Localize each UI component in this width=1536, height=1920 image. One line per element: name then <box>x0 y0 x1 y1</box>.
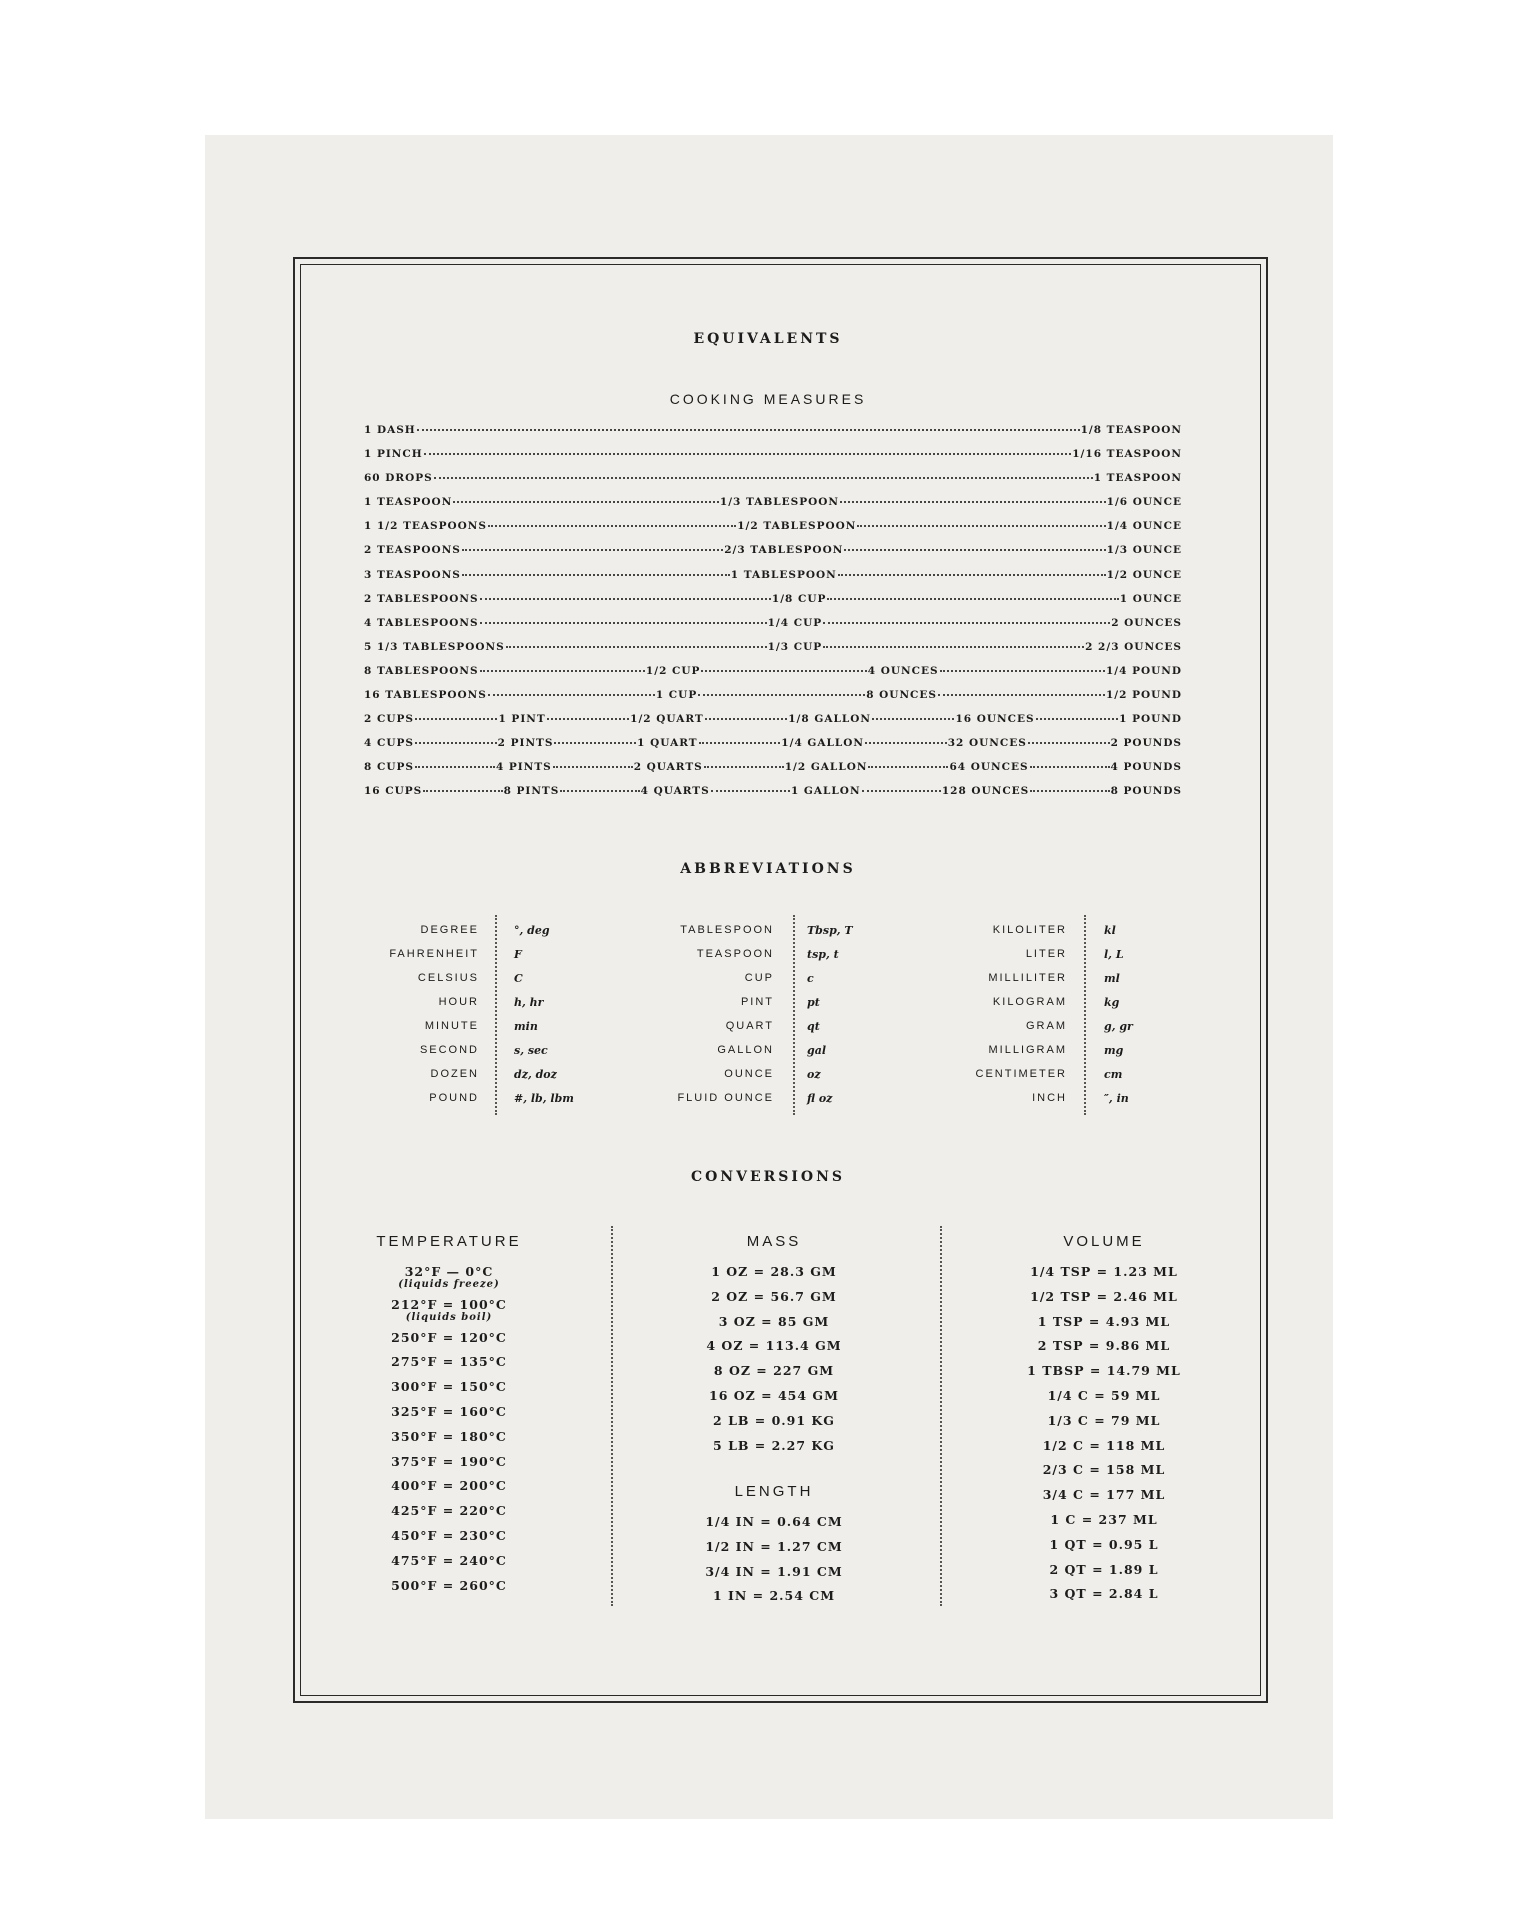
volume-list <box>954 1260 1254 1607</box>
abbreviation-value: °, deg <box>514 923 550 937</box>
dot-leader <box>1028 742 1110 744</box>
conversion-row: 1 C = 237 ML <box>1050 1511 1158 1527</box>
dot-leader <box>704 766 784 768</box>
abbreviation-term: KILOGRAM <box>992 996 1067 1008</box>
dot-leader <box>554 742 636 744</box>
conversion-row: 1/2 TSP = 2.46 ML <box>1030 1288 1178 1304</box>
dot-leader <box>506 646 767 648</box>
measure-value: 60 DROPS <box>364 472 433 485</box>
abbreviation-row <box>574 918 853 942</box>
measure-value: 1/4 OUNCE <box>1106 520 1183 533</box>
conversion-row: 1/2 C = 118 ML <box>1042 1437 1166 1453</box>
measure-row <box>364 617 1182 641</box>
temperature-list <box>299 1260 599 1598</box>
measure-value: 1/3 CUP <box>767 640 823 653</box>
measure-value: 5 1/3 TABLESPOONS <box>364 640 505 653</box>
conversion-row: 2 TSP = 9.86 ML <box>1037 1338 1171 1354</box>
dotted-separator <box>1084 915 1086 1115</box>
measure-row <box>364 448 1182 472</box>
measure-value: 16 OUNCES <box>955 713 1035 726</box>
measure-row <box>364 689 1182 713</box>
abbreviation-term: MILLILITER <box>988 972 1067 984</box>
dot-leader <box>711 790 790 792</box>
abbreviation-value: ″, in <box>1104 1091 1129 1105</box>
abbreviation-value: fl oz <box>807 1091 833 1105</box>
measure-row <box>364 593 1182 617</box>
dot-leader <box>415 718 498 720</box>
abbreviation-row <box>867 1038 1133 1062</box>
abbreviation-row <box>867 1014 1133 1038</box>
measure-value: 1/2 GALLON <box>784 761 868 774</box>
measure-value: 8 PINTS <box>503 785 560 798</box>
measure-value: 2 TEASPOONS <box>364 544 461 557</box>
measure-row <box>364 641 1182 665</box>
abbreviations-heading: ABBREVIATIONS <box>680 861 856 877</box>
abbreviation-row <box>867 1062 1133 1086</box>
mass-heading: MASS <box>746 1233 802 1250</box>
measure-value: 1/8 CUP <box>771 592 827 605</box>
abbreviation-term: FLUID OUNCE <box>677 1092 774 1104</box>
conversion-row: 475°F = 240°C <box>391 1552 507 1568</box>
abbreviation-value: kl <box>1104 923 1116 937</box>
measure-row <box>364 569 1182 593</box>
measure-value: 2/3 TABLESPOON <box>724 544 844 557</box>
measure-value: 1/8 TEASPOON <box>1080 424 1182 436</box>
conversion-row: 1/4 C = 59 ML <box>1047 1387 1161 1403</box>
dot-leader <box>940 670 1105 672</box>
conversion-row: 1/4 IN = 0.64 CM <box>705 1514 843 1529</box>
abbreviation-row <box>867 966 1133 990</box>
dot-leader <box>840 501 1106 503</box>
measure-value: 4 TABLESPOONS <box>364 616 479 629</box>
measure-value: 1/3 OUNCE <box>1106 544 1183 557</box>
measure-value: 1/4 CUP <box>767 616 823 629</box>
conversion-row: 1 QT = 0.95 L <box>1049 1536 1159 1552</box>
measure-value: 1/2 TABLESPOON <box>737 520 857 533</box>
measure-value: 4 POUNDS <box>1110 761 1182 774</box>
cooking-measures-heading: COOKING MEASURES <box>669 391 867 407</box>
abbreviation-row <box>574 1014 853 1038</box>
conversion-row: 32°F — 0°C <box>404 1264 494 1279</box>
dot-leader <box>938 694 1105 696</box>
abbreviation-term: OUNCE <box>724 1068 774 1080</box>
abbreviation-value: oz <box>807 1067 821 1081</box>
dot-leader <box>434 477 1093 479</box>
conversion-row: 1 OZ = 28.3 GM <box>711 1264 837 1279</box>
dot-leader <box>1030 766 1110 768</box>
abbreviation-term: GALLON <box>717 1044 774 1056</box>
abbreviation-value: g, gr <box>1104 1019 1133 1033</box>
dot-leader <box>857 525 1105 527</box>
measure-value: 8 POUNDS <box>1110 785 1183 798</box>
dot-leader <box>547 718 630 720</box>
column-divider <box>611 1226 613 1606</box>
abbreviation-row <box>574 966 853 990</box>
measure-value: 1/8 GALLON <box>788 713 871 726</box>
dot-leader <box>424 453 1072 455</box>
abbreviation-term: SECOND <box>419 1044 479 1056</box>
conversion-row: 3 OZ = 85 GM <box>718 1313 830 1329</box>
length-list <box>624 1510 924 1609</box>
abbreviation-term: MINUTE <box>424 1020 479 1032</box>
measure-value: 1 POUND <box>1119 713 1182 726</box>
measure-value: 1 GALLON <box>790 785 861 798</box>
abbreviation-value: c <box>807 971 814 985</box>
abbreviation-row <box>299 918 574 942</box>
abbreviation-row <box>299 942 574 966</box>
measure-value: 2 2/3 OUNCES <box>1085 640 1183 653</box>
dot-leader <box>698 694 865 696</box>
abbreviation-value: pt <box>807 995 820 1009</box>
dot-leader <box>488 694 655 696</box>
column-divider <box>940 1226 942 1606</box>
conversion-row: 2 OZ = 56.7 GM <box>711 1288 837 1304</box>
abbreviation-value: #, lb, lbm <box>514 1091 574 1105</box>
abbreviation-value: cm <box>1104 1067 1123 1081</box>
abbreviation-value: tsp, t <box>807 947 839 961</box>
abbreviation-term: PINT <box>740 996 774 1008</box>
measure-value: 16 CUPS <box>364 785 423 798</box>
abbreviation-term: INCH <box>1032 1092 1067 1104</box>
dot-leader <box>705 718 788 720</box>
abbreviation-row <box>299 1062 574 1086</box>
measure-value: 1/2 POUND <box>1105 689 1182 702</box>
conversion-row: 4 OZ = 113.4 GM <box>706 1338 842 1354</box>
conversion-row: 500°F = 260°C <box>391 1577 507 1593</box>
abbreviation-row <box>867 1086 1133 1110</box>
measure-value: 8 TABLESPOONS <box>364 664 479 677</box>
conversion-row: 1 TBSP = 14.79 ML <box>1027 1363 1181 1379</box>
dot-leader <box>827 598 1118 600</box>
temperature-heading: TEMPERATURE <box>376 1233 522 1250</box>
dot-leader <box>423 790 502 792</box>
dot-leader <box>560 790 639 792</box>
measure-value: 128 OUNCES <box>941 785 1030 798</box>
measure-value: 1 OUNCE <box>1119 592 1182 605</box>
conversion-row: 350°F = 180°C <box>391 1428 507 1444</box>
conversion-row: 450°F = 230°C <box>391 1527 507 1543</box>
dot-leader <box>462 574 730 576</box>
abbreviation-term: HOUR <box>438 996 479 1008</box>
length-heading: LENGTH <box>734 1483 814 1500</box>
measure-value: 64 OUNCES <box>949 761 1029 774</box>
conversion-row: 1 TSP = 4.93 ML <box>1037 1313 1171 1329</box>
mass-list <box>624 1260 924 1458</box>
measure-value: 4 CUPS <box>364 737 414 750</box>
dot-leader <box>823 646 1084 648</box>
measure-row <box>364 520 1182 544</box>
abbreviation-row <box>867 990 1133 1014</box>
measure-value: 1/16 TEASPOON <box>1072 448 1182 461</box>
abbreviation-row <box>574 1086 853 1110</box>
dot-leader <box>1030 790 1109 792</box>
conversion-note: (liquids freeze) <box>398 1278 500 1290</box>
measure-value: 1/3 TABLESPOON <box>719 496 840 509</box>
measure-value: 2 TABLESPOONS <box>364 592 479 605</box>
cooking-measures-table <box>364 424 1182 810</box>
measure-row <box>364 785 1182 809</box>
abbreviation-value: min <box>514 1019 538 1033</box>
abbreviation-term: MILLIGRAM <box>988 1044 1067 1056</box>
measure-value: 2 QUARTS <box>633 761 703 774</box>
dot-leader <box>701 670 866 672</box>
conversion-row: 1/3 C = 79 ML <box>1047 1412 1161 1428</box>
dot-leader <box>865 742 947 744</box>
conversion-row: 2/3 C = 158 ML <box>1042 1462 1166 1478</box>
abbreviation-row <box>867 942 1133 966</box>
abbreviation-term: TABLESPOON <box>680 924 774 936</box>
abbreviation-term: CUP <box>744 972 774 984</box>
measure-row <box>364 761 1182 785</box>
abbreviation-value: Tbsp, T <box>807 923 853 937</box>
measure-value: 1/2 QUART <box>630 713 704 726</box>
abbreviation-row <box>574 1038 853 1062</box>
abbreviation-row <box>299 1038 574 1062</box>
abbreviation-value: mg <box>1104 1043 1124 1057</box>
dot-leader <box>823 622 1110 624</box>
measure-value: 1 TEASPOON <box>1093 472 1182 485</box>
abbreviation-term: CENTIMETER <box>975 1068 1067 1080</box>
abbreviation-row <box>299 1086 574 1110</box>
abbreviation-row <box>299 990 574 1014</box>
abbreviation-column <box>867 918 1133 1110</box>
abbreviation-term: POUND <box>429 1092 479 1104</box>
measure-value: 1/6 OUNCE <box>1106 496 1183 509</box>
measure-row <box>364 713 1182 737</box>
abbreviation-term: TEASPOON <box>696 948 774 960</box>
conversion-row: 250°F = 120°C <box>391 1329 507 1345</box>
measure-value: 4 OUNCES <box>867 664 939 677</box>
abbreviation-column <box>299 918 574 1110</box>
dot-leader <box>862 790 941 792</box>
dot-leader <box>480 670 645 672</box>
dot-leader <box>553 766 633 768</box>
measure-value: 8 CUPS <box>364 761 414 774</box>
page-title: EQUIVALENTS <box>693 331 843 347</box>
abbreviation-term: DEGREE <box>420 924 479 936</box>
measure-row <box>364 424 1182 448</box>
measure-value: 1 TABLESPOON <box>730 568 837 581</box>
dot-leader <box>872 718 955 720</box>
abbreviation-value: qt <box>807 1019 820 1033</box>
dot-leader <box>415 766 495 768</box>
conversion-row: 3/4 C = 177 ML <box>1042 1487 1166 1503</box>
abbreviation-term: QUART <box>725 1020 774 1032</box>
dot-leader <box>1036 718 1119 720</box>
dot-leader <box>480 598 771 600</box>
dot-leader <box>480 622 767 624</box>
conversion-row: 8 OZ = 227 GM <box>713 1363 835 1379</box>
conversion-row: 3 QT = 2.84 L <box>1049 1586 1159 1602</box>
dotted-separator <box>793 915 795 1115</box>
conversion-row: 325°F = 160°C <box>391 1403 507 1419</box>
measure-value: 2 CUPS <box>364 713 414 726</box>
dot-leader <box>415 742 497 744</box>
conversion-row: 300°F = 150°C <box>391 1379 507 1395</box>
measure-value: 1 TEASPOON <box>364 496 453 509</box>
measure-value: 1 DASH <box>364 424 416 436</box>
abbreviation-row <box>867 918 1133 942</box>
conversion-row: 425°F = 220°C <box>391 1503 507 1519</box>
measure-value: 1/4 POUND <box>1105 664 1182 677</box>
abbreviation-value: F <box>514 947 522 961</box>
measure-row <box>364 665 1182 689</box>
conversion-row: 3/4 IN = 1.91 CM <box>705 1563 843 1579</box>
conversion-row: 16 OZ = 454 GM <box>709 1387 839 1403</box>
volume-heading: VOLUME <box>1063 1233 1145 1250</box>
abbreviation-value: C <box>514 971 523 985</box>
measure-value: 4 PINTS <box>495 761 552 774</box>
conversion-row: 5 LB = 2.27 KG <box>713 1437 835 1453</box>
abbreviation-term: CELSIUS <box>417 972 479 984</box>
measure-value: 1 QUART <box>637 737 698 750</box>
conversions-heading: CONVERSIONS <box>690 1169 846 1185</box>
dot-leader <box>838 574 1106 576</box>
measure-value: 3 TEASPOONS <box>364 568 461 581</box>
abbreviation-value: kg <box>1104 995 1120 1009</box>
measure-value: 16 TABLESPOONS <box>364 689 487 702</box>
conversion-row: 400°F = 200°C <box>391 1478 507 1494</box>
conversion-row: 212°F = 100°C <box>391 1296 507 1312</box>
abbreviation-value: dz, doz <box>514 1067 557 1081</box>
dot-leader <box>488 525 736 527</box>
abbreviation-value: l, L <box>1104 947 1124 961</box>
measure-value: 4 QUARTS <box>640 785 710 798</box>
measure-value: 1/2 OUNCE <box>1106 568 1182 581</box>
abbreviation-value: gal <box>807 1043 826 1057</box>
measure-row <box>364 496 1182 520</box>
abbreviation-term: FAHRENHEIT <box>389 948 479 960</box>
measure-value: 2 POUNDS <box>1110 737 1183 750</box>
conversion-row: 375°F = 190°C <box>391 1453 507 1469</box>
dot-leader <box>453 501 719 503</box>
conversion-row: 275°F = 135°C <box>391 1354 507 1370</box>
abbreviation-row <box>299 1014 574 1038</box>
dot-leader <box>699 742 781 744</box>
abbreviation-term: GRAM <box>1026 1020 1067 1032</box>
measure-value: 1 CUP <box>655 689 698 702</box>
conversion-row: 1 IN = 2.54 CM <box>712 1588 836 1604</box>
conversion-row: 2 LB = 0.91 KG <box>713 1412 835 1428</box>
measure-value: 1 PINT <box>498 713 546 726</box>
measure-row <box>364 544 1182 568</box>
dot-leader <box>868 766 948 768</box>
abbreviation-value: ml <box>1104 971 1120 985</box>
measure-value: 1/2 CUP <box>645 664 701 677</box>
measure-value: 1 PINCH <box>364 448 423 461</box>
abbreviation-column <box>574 918 853 1110</box>
abbreviation-row <box>574 1062 853 1086</box>
measure-row <box>364 472 1182 496</box>
dot-leader <box>462 549 723 551</box>
conversion-row: 1/2 IN = 1.27 CM <box>705 1538 843 1554</box>
abbreviation-value: h, hr <box>514 995 544 1009</box>
abbreviation-term: DOZEN <box>430 1068 479 1080</box>
dot-leader <box>417 429 1080 431</box>
abbreviation-row <box>574 942 853 966</box>
measure-value: 32 OUNCES <box>947 737 1027 750</box>
dot-leader <box>844 549 1105 551</box>
measure-value: 1 1/2 TEASPOONS <box>364 520 487 533</box>
measure-value: 1/4 GALLON <box>781 737 865 750</box>
abbreviation-row <box>574 990 853 1014</box>
measure-value: 8 OUNCES <box>866 689 937 702</box>
dotted-separator <box>495 915 497 1115</box>
conversion-row: 1/4 TSP = 1.23 ML <box>1030 1264 1178 1279</box>
conversion-row: 2 QT = 1.89 L <box>1049 1561 1159 1577</box>
measure-value: 2 OUNCES <box>1111 616 1183 629</box>
abbreviation-term: KILOLITER <box>992 924 1067 936</box>
abbreviation-term: LITER <box>1025 948 1067 960</box>
conversion-note: (liquids boil) <box>405 1311 493 1323</box>
abbreviation-value: s, sec <box>514 1043 548 1057</box>
abbreviation-row <box>299 966 574 990</box>
measure-value: 2 PINTS <box>497 737 554 750</box>
measure-row <box>364 737 1182 761</box>
